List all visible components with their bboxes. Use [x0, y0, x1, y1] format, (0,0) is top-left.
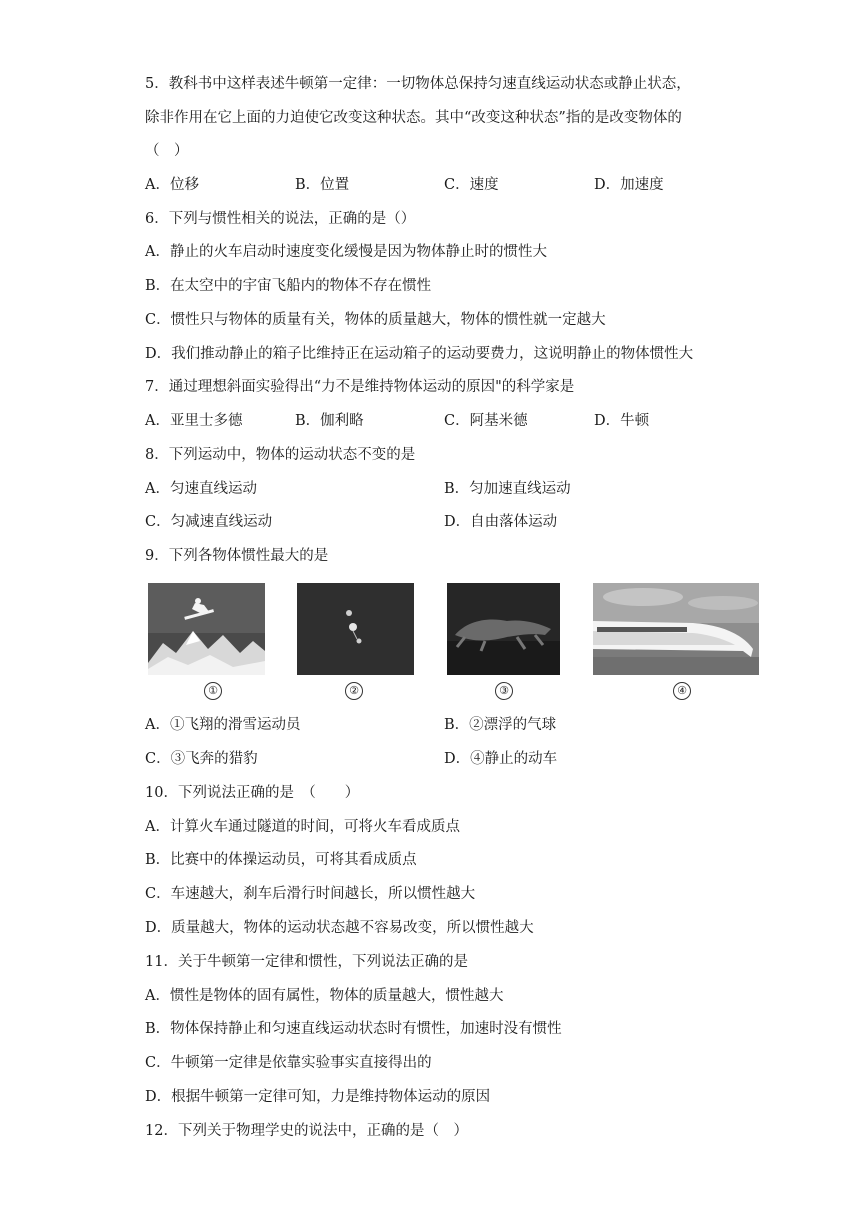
q10-option-a: A．计算火车通过隧道的时间，可将火车看成质点	[145, 819, 460, 835]
q5-option-c: C．速度	[444, 177, 499, 193]
q10-option-b: B．比赛中的体操运动员，可将其看成质点	[145, 852, 417, 868]
q10-option-d: D．质量越大，物体的运动状态越不容易改变，所以惯性越大	[145, 920, 534, 936]
image-label-2: ②	[345, 682, 363, 700]
q5-stem-line1: 5．教科书中这样表述牛顿第一定律：一切物体总保持匀速直线运动状态或静止状态，	[145, 76, 691, 92]
q5-option-a: A．位移	[145, 177, 199, 193]
q11-option-c: C．牛顿第一定律是依靠实验事实直接得出的	[145, 1055, 432, 1071]
q6-option-c: C．惯性只与物体的质量有关，物体的质量越大，物体的惯性就一定越大	[145, 312, 606, 328]
q6-stem: 6．下列与惯性相关的说法，正确的是（）	[145, 211, 416, 227]
q11-option-a: A．惯性是物体的固有属性，物体的质量越大，惯性越大	[145, 988, 504, 1004]
q6-option-b: B．在太空中的宇宙飞船内的物体不存在惯性	[145, 278, 432, 294]
q5-option-b: B．位置	[295, 177, 350, 193]
q7-option-b: B．伽利略	[295, 413, 364, 429]
image-label-1: ①	[204, 682, 222, 700]
q7-option-c: C．阿基米德	[444, 413, 528, 429]
q8-option-c: C．匀减速直线运动	[145, 514, 273, 530]
q7-stem: 7．通过理想斜面实验得出“力不是维持物体运动的原因"的科学家是	[145, 379, 575, 395]
image-label-4: ④	[673, 682, 691, 700]
q5-stem-line2: 除非作用在它上面的力迫使它改变这种状态。其中“改变这种状态”指的是改变物体的	[145, 110, 682, 126]
balloon-image	[297, 583, 414, 675]
q8-stem: 8．下列运动中，物体的运动状态不变的是	[145, 447, 416, 463]
q8-option-b: B．匀加速直线运动	[444, 481, 571, 497]
q9-option-d: D．④静止的动车	[444, 751, 558, 767]
q9-option-a: A．①飞翔的滑雪运动员	[145, 717, 301, 733]
q11-option-b: B．物体保持静止和匀速直线运动状态时有惯性，加速时没有惯性	[145, 1021, 562, 1037]
image-label-3: ③	[495, 682, 513, 700]
q9-option-b: B．②漂浮的气球	[444, 717, 557, 733]
q10-stem: 10．下列说法正确的是 （ ）	[145, 785, 360, 801]
cheetah-image	[447, 583, 560, 675]
q11-option-d: D．根据牛顿第一定律可知，力是维持物体运动的原因	[145, 1089, 491, 1105]
q7-option-d: D．牛顿	[594, 413, 650, 429]
q8-option-d: D．自由落体运动	[444, 514, 558, 530]
q12-stem: 12．下列关于物理学史的说法中，正确的是（ ）	[145, 1123, 468, 1139]
q9-option-c: C．③飞奔的猎豹	[145, 751, 258, 767]
q6-option-d: D．我们推动静止的箱子比维持正在运动箱子的运动要费力，这说明静止的物体惯性大	[145, 346, 694, 362]
q9-stem: 9．下列各物体惯性最大的是	[145, 548, 329, 564]
q5-option-d: D．加速度	[594, 177, 664, 193]
skier-image	[148, 583, 265, 675]
q8-option-a: A．匀速直线运动	[145, 481, 257, 497]
train-image	[593, 583, 759, 675]
q10-option-c: C．车速越大，刹车后滑行时间越长，所以惯性越大	[145, 886, 476, 902]
q5-stem-line3: （ ）	[145, 143, 189, 159]
q7-option-a: A．亚里士多德	[145, 413, 243, 429]
q6-option-a: A．静止的火车启动时速度变化缓慢是因为物体静止时的惯性大	[145, 244, 547, 260]
q11-stem: 11．关于牛顿第一定律和惯性，下列说法正确的是	[145, 954, 468, 970]
